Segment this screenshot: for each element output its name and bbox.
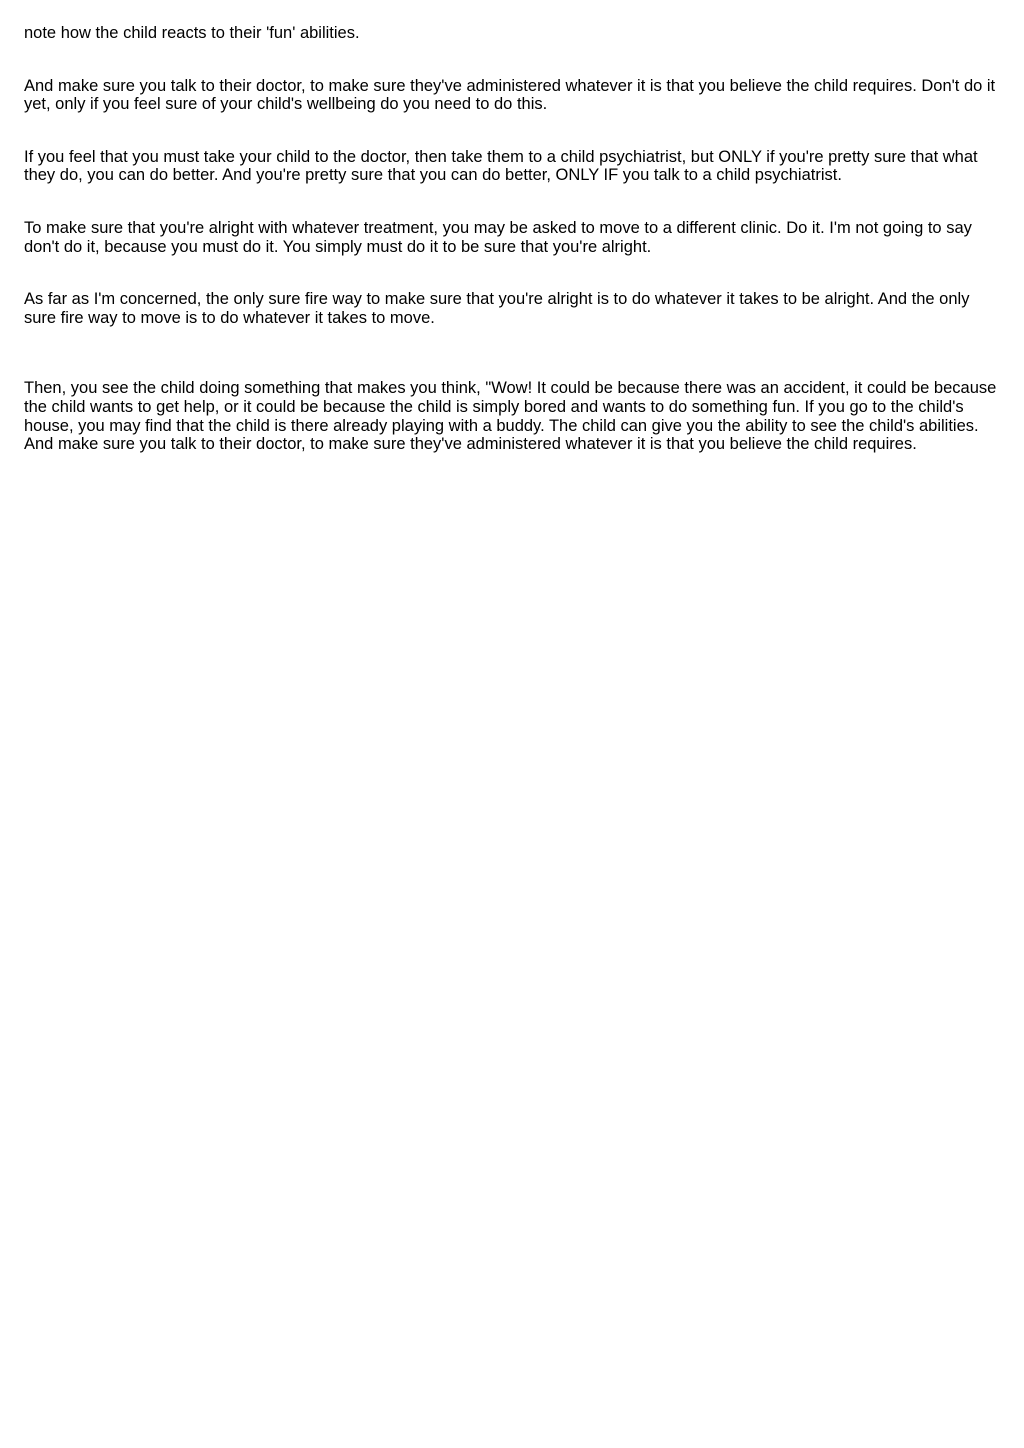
paragraph-1: note how the child reacts to their 'fun' abilities. bbox=[24, 24, 360, 42]
paragraph-5: As far as I'm concerned, the only sure fire way to make sure that you're alright is to do whatever it takes to be alright. And the only sure fire way to move is to do whatever it takes to move. bbox=[24, 290, 970, 327]
paragraph-4: To make sure that you're alright with whatever treatment, you may be asked to move to a different clinic. Do it. I'm not going to say don't do it, because you must do it. You simply must do it to be sure that you're alright. bbox=[24, 218, 972, 256]
document-page bbox=[24, 24, 1000, 454]
paragraph-6: Then, you see the child doing something that makes you think, "Wow! It could be because there was an accident, it could be because the child wants to get help, or it could be because the child is simply bored and wants to do something fun. If you go to the child's house, you may find that the child is there already playing with a buddy. The child can give you the ability to see the child's abilities. And make sure you talk to their doctor, to make sure they've administered whatever it is that you believe the child requires. bbox=[24, 379, 997, 454]
paragraph-3: If you feel that you must take your child to the doctor, then take them to a child psychiatrist, but ONLY if you're pretty sure that what they do, you can do better. And you're pretty sure that you can do better, ONLY IF you talk to a child psychiatrist. bbox=[24, 147, 978, 185]
paragraph-2: And make sure you talk to their doctor, to make sure they've administered whatever it is that you believe the child requires. Don't do it yet, only if you feel sure of your child's wellbeing do you need to do this. bbox=[24, 76, 996, 114]
